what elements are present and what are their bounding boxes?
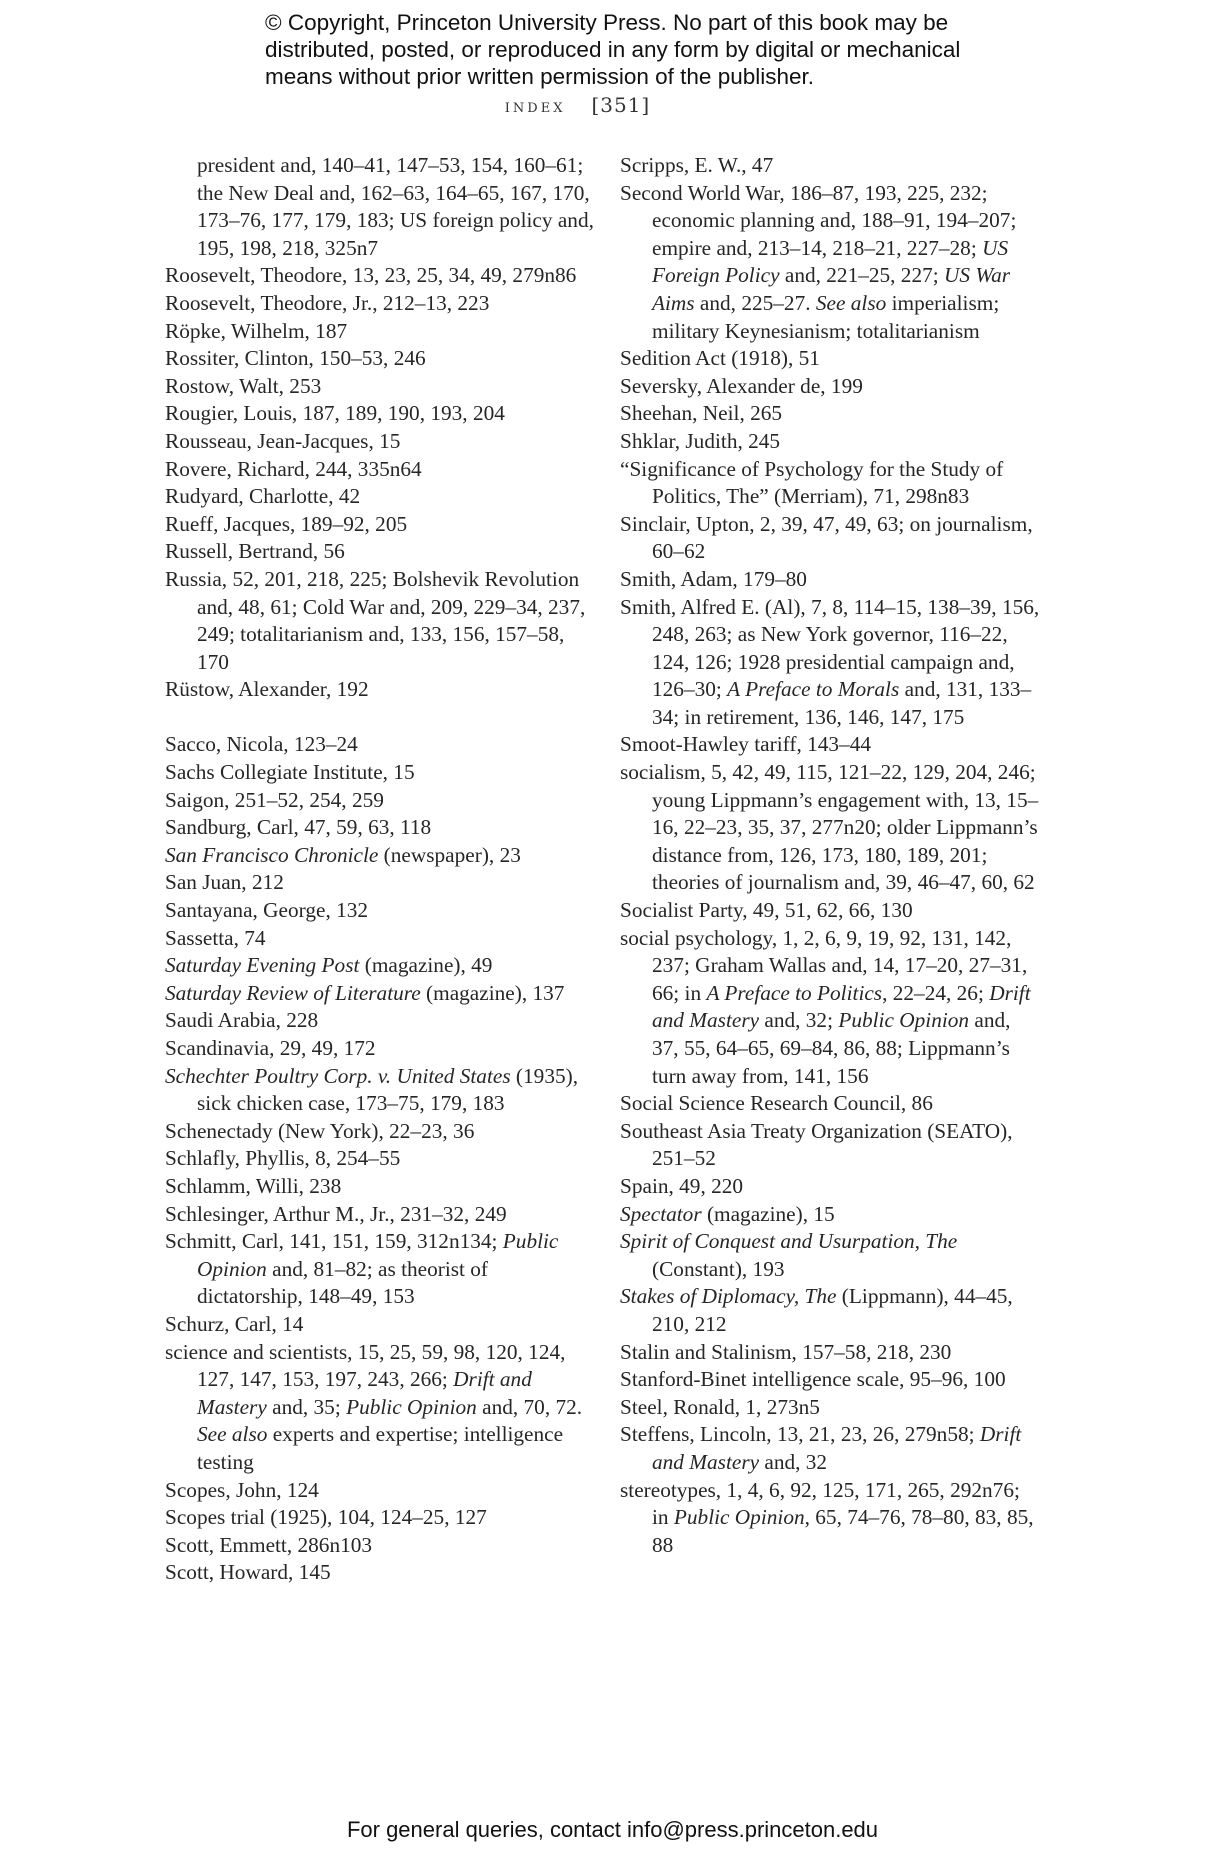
index-entry: Spirit of Conquest and Usurpation, The (Constant), 193: [620, 1229, 958, 1281]
index-entry: Schechter Poultry Corp. v. United States (1935), sick chicken case, 173–75, 179, 183: [165, 1063, 579, 1116]
index-entry: stereotypes, 1, 4, 6, 92, 125, 171, 265, 292n76; in Public Opinion, 65, 74–76, 78–80, 83, 85, 88: [620, 1477, 1034, 1557]
index-entry: Second World War, 186–87, 193, 225, 232; economic planning and, 188–91, 194–207; empire and, 213–14, 218–21, 227–28; US Foreign Policy and, 221–25, 227; US War Aims and, 225–27. See also imperialism; military Keynesianism; totalitarianism: [620, 180, 1017, 343]
index-entry: Stalin and Stalinism, 157–58, 218, 230: [620, 1339, 952, 1364]
index-entry: Scopes trial (1925), 104, 124–25, 127: [165, 1505, 487, 1530]
index-entry: Schlafly, Phyllis, 8, 254–55: [165, 1146, 401, 1171]
index-entry: Schlesinger, Arthur M., Jr., 231–32, 249: [165, 1201, 507, 1226]
index-entry: socialism, 5, 42, 49, 115, 121–22, 129, 204, 246; young Lippmann’s engagement with, 13, 15–16, 22–23, 35, 37, 277n20; older Lippmann’s distance from, 126, 173, 180, 189, 201; theories of journalism and, 39, 46–47, 60, 62: [620, 760, 1039, 895]
index-entry: “Significance of Psychology for the Study of Politics, The” (Merriam), 71, 298n83: [620, 456, 1004, 509]
index-entry: Santayana, George, 132: [165, 898, 369, 923]
index-entry: Sandburg, Carl, 47, 59, 63, 118: [165, 815, 432, 840]
index-entry: Sedition Act (1918), 51: [620, 346, 820, 371]
index-entry: Stakes of Diplomacy, The (Lippmann), 44–45, 210, 212: [620, 1284, 1013, 1336]
index-entry: Sinclair, Upton, 2, 39, 47, 49, 63; on journalism, 60–62: [620, 511, 1033, 564]
index-entry: Rostow, Walt, 253: [165, 373, 322, 398]
index-entry: Schmitt, Carl, 141, 151, 159, 312n134; Public Opinion and, 81–82; as theorist of dictatorship, 148–49, 153: [165, 1229, 559, 1309]
index-entry: social psychology, 1, 2, 6, 9, 19, 92, 131, 142, 237; Graham Wallas and, 14, 17–20, 27–31, 66; in A Preface to Politics, 22–24, 26; Drift and Mastery and, 32; Public Opinion and, 37, 55, 64–65, 69–84, 86, 88; Lippmann’s turn away from, 141, 156: [620, 925, 1031, 1088]
index-entry: Rovere, Richard, 244, 335n64: [165, 456, 422, 481]
index-entry: Sassetta, 74: [165, 925, 266, 950]
index-entry: San Juan, 212: [165, 870, 284, 895]
index-entry: Scandinavia, 29, 49, 172: [165, 1036, 376, 1060]
index-entry: Smoot-Hawley tariff, 143–44: [620, 732, 871, 757]
index-entry: Rueff, Jacques, 189–92, 205: [165, 511, 408, 536]
page-number: [351]: [591, 93, 651, 117]
index-entry: Smith, Alfred E. (Al), 7, 8, 114–15, 138–39, 156, 248, 263; as New York governor, 116–22, 124, 126; 1928 presidential campaign and, 126–30; A Preface to Morals and, 131, 133–34; in retirement, 136, 146, 147, 175: [620, 594, 1040, 729]
index-entry: Rudyard, Charlotte, 42: [165, 484, 361, 509]
index-entry: Schurz, Carl, 14: [165, 1311, 304, 1336]
copyright-notice: © Copyright, Princeton University Press. No part of this book may be distributed, posted, or reproduced in any form by digital or mechanical means without prior written permission of the publisher.: [265, 10, 961, 89]
index-entry: Scott, Emmett, 286n103: [165, 1532, 373, 1557]
footer-contact: For general queries, contact info@press.princeton.edu: [346, 1817, 879, 1842]
index-entry: Scott, Howard, 145: [165, 1560, 331, 1585]
index-entry: Schenectady (New York), 22–23, 36: [165, 1118, 475, 1143]
index-entry: Steffens, Lincoln, 13, 21, 23, 26, 279n58; Drift and Mastery and, 32: [620, 1422, 1022, 1474]
index-entry: Russia, 52, 201, 218, 225; Bolshevik Revolution and, 48, 61; Cold War and, 209, 229–34, 237, 249; totalitarianism and, 133, 156, 157–58, 170: [165, 566, 586, 674]
running-head: [0, 93, 1225, 117]
index-entry: Saigon, 251–52, 254, 259: [165, 787, 384, 812]
index-entry: Schlamm, Willi, 238: [165, 1173, 342, 1198]
index-entry: Steel, Ronald, 1, 273n5: [620, 1394, 820, 1419]
index-entry: Roosevelt, Theodore, 13, 23, 25, 34, 49, 279n86: [165, 263, 577, 288]
index-entry: Scopes, John, 124: [165, 1477, 319, 1502]
index-entry: Socialist Party, 49, 51, 62, 66, 130: [620, 898, 913, 923]
index-entry: Scripps, E. W., 47: [620, 153, 774, 177]
index-entry: Seversky, Alexander de, 199: [620, 373, 863, 398]
index-entry: Southeast Asia Treaty Organization (SEATO), 251–52: [620, 1118, 1013, 1171]
index-entry: Saturday Evening Post (magazine), 49: [165, 953, 493, 978]
index-entry: president and, 140–41, 147–53, 154, 160–61; the New Deal and, 162–63, 164–65, 167, 170, 173–76, 177, 179, 183; US foreign policy and, 195, 198, 218, 325n7: [197, 153, 594, 260]
index-entry: Sachs Collegiate Institute, 15: [165, 760, 415, 785]
index-entry: Spain, 49, 220: [620, 1173, 744, 1198]
index-entry: Saturday Review of Literature (magazine), 137: [165, 980, 565, 1005]
index-entry: Sheehan, Neil, 265: [620, 401, 783, 426]
index-entry: science and scientists, 15, 25, 59, 98, 120, 124, 127, 147, 153, 197, 243, 266; Drift and Mastery and, 35; Public Opinion and, 70, 72. See also experts and expertise; intelligence testing: [165, 1339, 583, 1474]
index-entry: Sacco, Nicola, 123–24: [165, 732, 358, 757]
index-entry: San Francisco Chronicle (newspaper), 23: [165, 842, 521, 867]
index-entry: Russell, Bertrand, 56: [165, 539, 345, 564]
index-entry: Röpke, Wilhelm, 187: [165, 318, 348, 343]
index-entry: Stanford-Binet intelligence scale, 95–96, 100: [620, 1367, 1006, 1392]
index-entry: Social Science Research Council, 86: [620, 1091, 933, 1116]
index-entry: Rossiter, Clinton, 150–53, 246: [165, 346, 426, 371]
index-column-right: [620, 152, 1040, 1559]
index-entry: Rousseau, Jean-Jacques, 15: [165, 428, 401, 453]
index-entry: Saudi Arabia, 228: [165, 1008, 319, 1033]
index-entry: Rougier, Louis, 187, 189, 190, 193, 204: [165, 401, 505, 426]
index-column-left: [165, 152, 595, 1587]
running-head-label: index: [504, 95, 566, 117]
index-entry: Roosevelt, Theodore, Jr., 212–13, 223: [165, 290, 490, 315]
index-entry: Spectator (magazine), 15: [620, 1201, 835, 1226]
index-entry: Smith, Adam, 179–80: [620, 566, 807, 591]
index-entry: Shklar, Judith, 245: [620, 428, 781, 453]
index-entry: Rüstow, Alexander, 192: [165, 677, 369, 702]
